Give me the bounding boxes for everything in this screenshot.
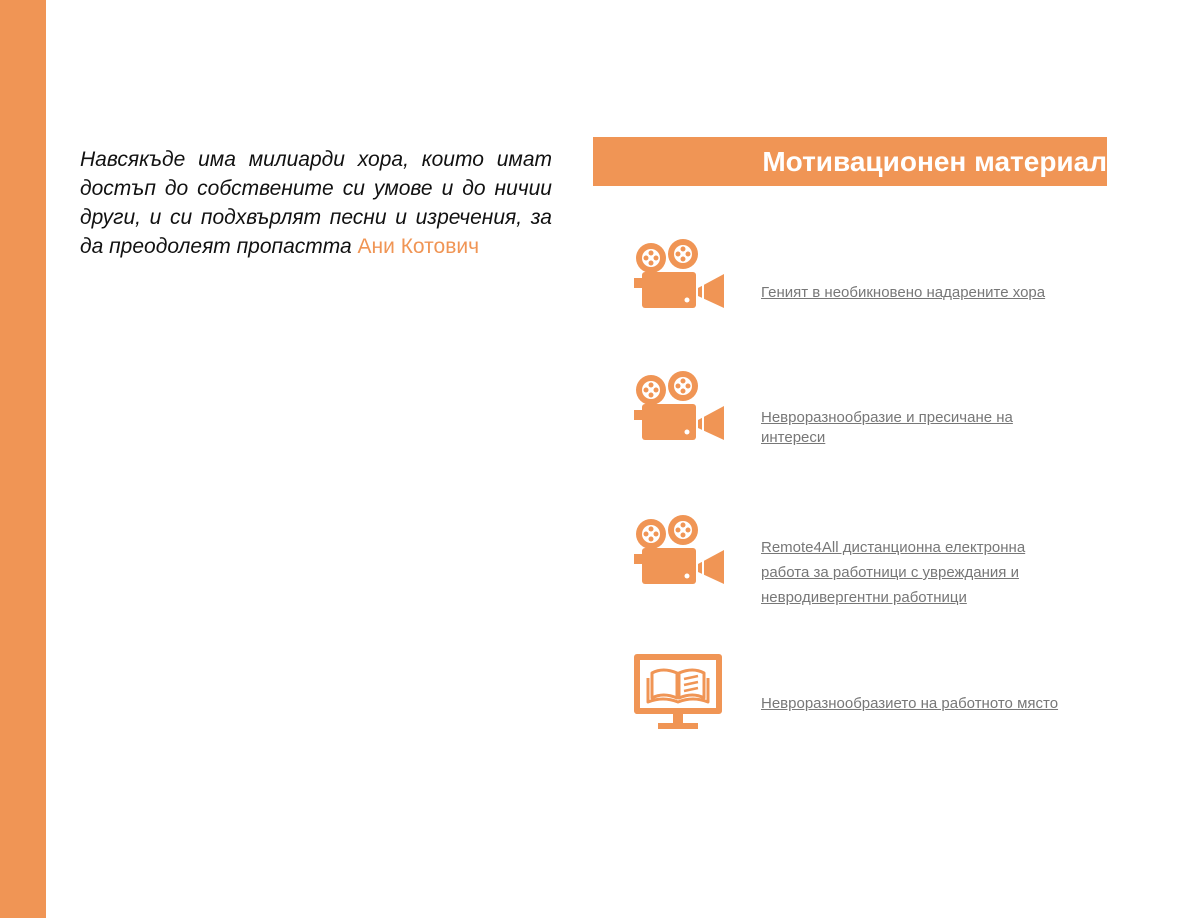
link-neurodiversity-workplace[interactable]: Невроразнообразието на работното място (761, 695, 1059, 712)
link-neurodiversity-interests[interactable]: Невроразнообразие и пресичане на интереси (761, 409, 1013, 446)
left-accent-bar (0, 0, 46, 918)
film-camera-icon[interactable] (632, 238, 724, 310)
link-remote4all[interactable]: Remote4All дистанционна електронна работа за работници с увреждания и невродивергентни работници (761, 539, 1026, 606)
quote-text: Навсякъде има милиарди хора, които имат достъп до собствените си умове и до ничии други, и си подхвърлят песни и изречения, за да преодолеят пропастта (80, 148, 552, 258)
film-camera-icon[interactable] (632, 370, 724, 442)
quote-block (80, 145, 552, 261)
monitor-book-icon[interactable] (632, 652, 724, 730)
film-camera-icon[interactable] (632, 514, 724, 586)
link-genius-gifted-people[interactable]: Геният в необикновено надарените хора (761, 284, 1046, 301)
section-header (593, 137, 1107, 186)
quote-author: Ани Котович (357, 235, 480, 258)
section-title: Мотивационен материал (762, 145, 1107, 177)
